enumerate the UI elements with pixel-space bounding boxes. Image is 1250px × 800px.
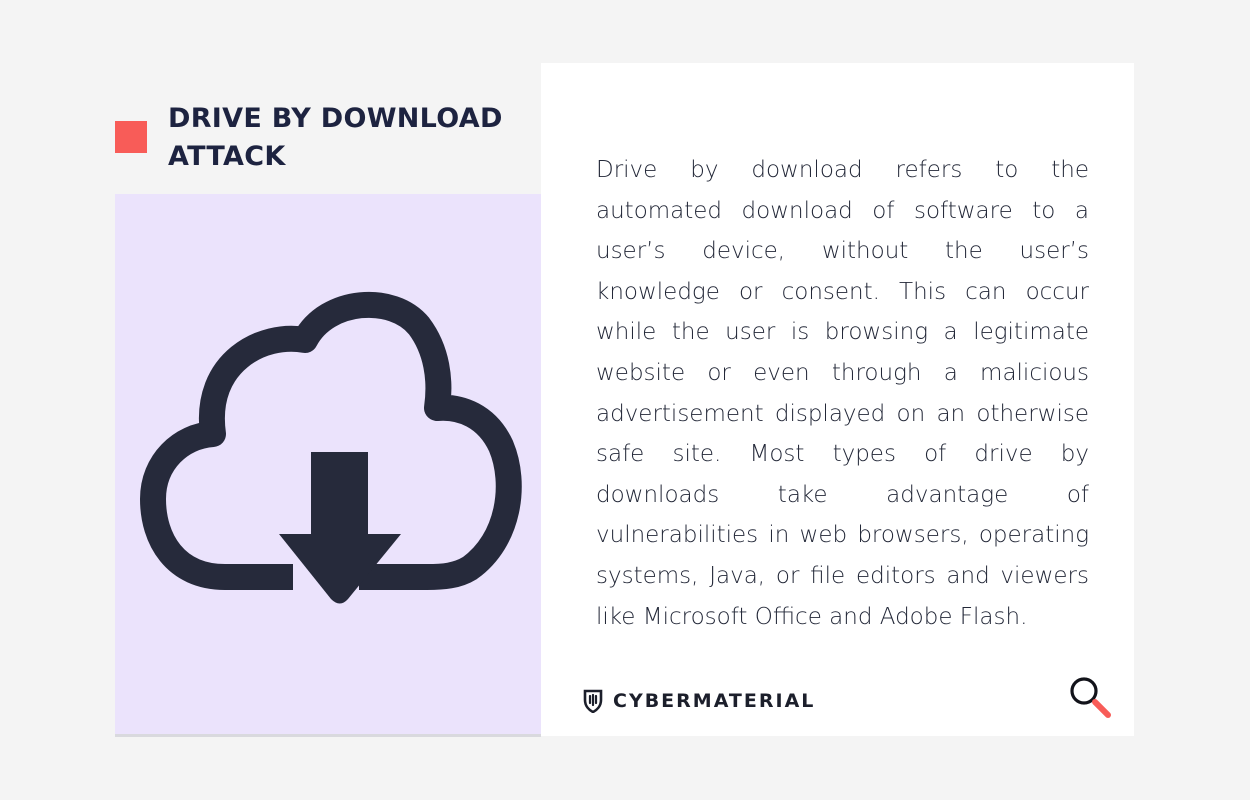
accent-square: [115, 121, 147, 153]
description-text: Drive by download refers to the automated download of software to a user’s device, without the user’s knowledge or consent. This can occur while the user is browsing a legitimate website or even through a malicious advertisement displayed on an otherwise safe site. Most types of drive by downloads take advantage of vulnerabilities in web browsers, operating systems, Java, or file editors and viewers like Microsoft Office and Adobe Flash.: [596, 157, 1089, 630]
description-card: [541, 63, 1134, 736]
magnifier-icon: [1068, 675, 1114, 721]
illustration-panel: [115, 194, 541, 737]
cloud-download-icon: [115, 194, 541, 737]
page-title: DRIVE BY DOWNLOAD ATTACK: [168, 103, 503, 172]
shield-logo-icon: [583, 689, 603, 713]
brand-name: CYBERMATERIAL: [613, 690, 816, 712]
brand-footer: [583, 689, 815, 713]
